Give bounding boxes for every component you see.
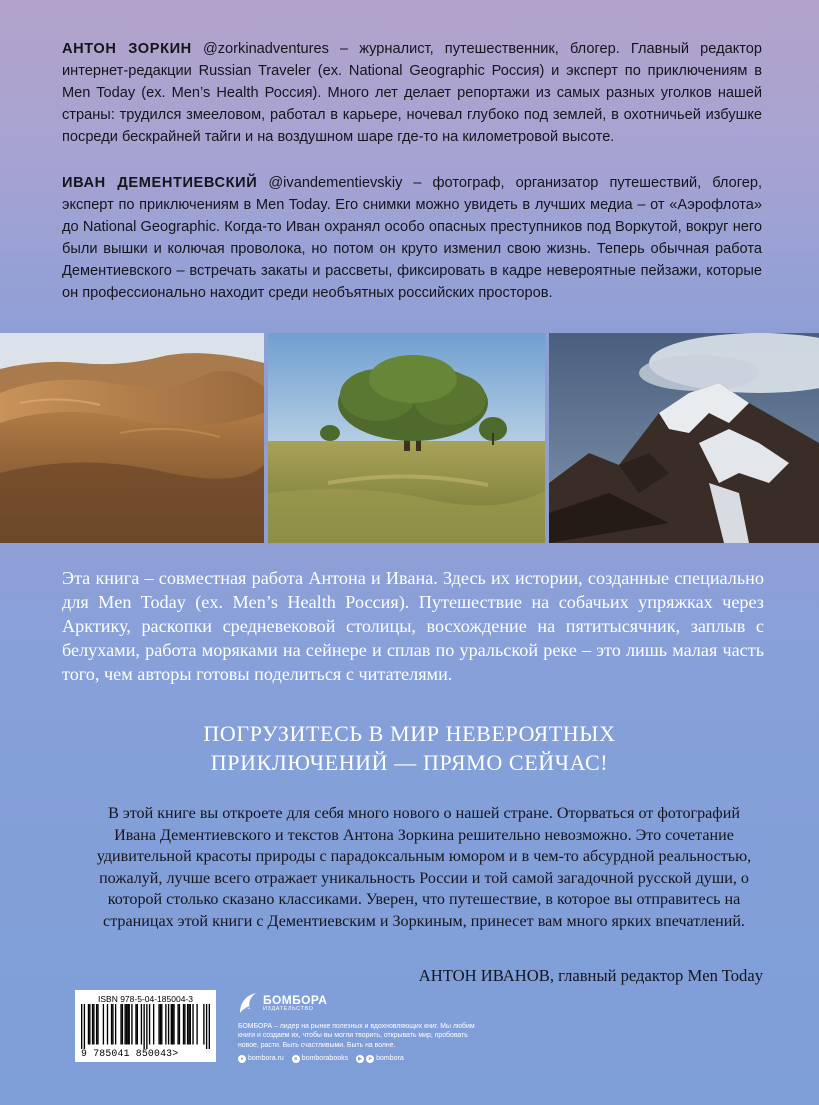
vk-icon: в <box>292 1055 300 1063</box>
author-bio-text: @zorkinadventures – журналист, путешественник, блогер. Главный редактор интернет-редакции Russian Traveler (ex. National Geographic Россия) и эксперт по приключениям в Men Today (ex. Men’s Health Россия). Много лет делает репортажи из самых разных уголков нашей страны: трудился змееловом, работал в карьере, ночевал глубоко под землей, в охотничьей избушке посреди бескрайней тайги и на воздушном шаре где-то на километровой высоте. <box>62 41 762 145</box>
bio-anton-zorkin <box>62 38 762 148</box>
photo-mountain-peak <box>549 333 819 543</box>
youtube-icon: ▶ <box>356 1055 364 1063</box>
bio-ivan-dementievskiy <box>62 172 762 304</box>
headline-line-2: ПРИКЛЮЧЕНИЙ — ПРЯМО СЕЙЧАС! <box>210 750 609 775</box>
review-signature: АНТОН ИВАНОВ, главный редактор Men Today <box>418 966 763 985</box>
social-vk[interactable]: в bomborabooks <box>292 1055 348 1063</box>
isbn-number: ISBN 978-5-04-185004-3 <box>98 994 193 1004</box>
isbn-barcode <box>75 990 216 1062</box>
publisher-logo <box>238 990 488 1016</box>
ean-first-digit: 9 <box>81 1048 88 1059</box>
publisher-tagline: БОМБОРА – лидер на рынке полезных и вдохновляющих книг. Мы любим книги и создаем их, чтобы вы могли творить, открывать мир, пробовать новое, расти. Быть счастливыми. Быть на волне. <box>238 1023 475 1049</box>
ean-end-mark: > <box>172 1048 179 1059</box>
author-name: ИВАН ДЕМЕНТИЕВСКИЙ <box>62 175 258 191</box>
headline-line-1: ПОГРУЗИТЕСЬ В МИР НЕВЕРОЯТНЫХ <box>203 721 616 746</box>
social-website[interactable]: ● bombora.ru <box>238 1055 284 1063</box>
ean-digits <box>81 1049 210 1059</box>
telegram-icon: ➤ <box>368 1055 373 1062</box>
social-telegram[interactable]: ▶ ➤ bombora <box>356 1055 404 1063</box>
author-bio-text: @ivandementievskiy – фотограф, организатор путешествий, блогер, эксперт по приключениям в Men Today. Его снимки можно увидеть в лучших медиа – от «Аэрофлота» до National Geographic. Когда-то Иван охранял особо опасных преступников под Воркутой, вокруг него были вышки и колючая проволока, но потом он круто изменил свою жизнь. Теперь обычная работа Дементиевского – встречать закаты и рассветы, фиксировать в кадре невероятные пейзажи, которые он профессионально находит среди необъятных российских просторов. <box>62 175 763 301</box>
ean-group-2: 850043 <box>135 1048 173 1059</box>
globe-icon: ● <box>238 1055 246 1063</box>
publisher-block <box>238 990 488 1063</box>
publisher-socials <box>238 1055 488 1063</box>
photo-strip <box>0 333 819 543</box>
author-name: АНТОН ЗОРКИН <box>62 41 192 57</box>
photo-steppe-tree <box>268 333 545 543</box>
wave-logo-icon <box>238 991 258 1015</box>
editor-review-text: В этой книге вы откроете для себя много нового о нашей стране. Оторваться от фотографий Ивана Дементиевского и текстов Антона Зоркина решительно невозможно. Это сочетание удивительной красоты природы с парадоксальным юмором и в чем-то абсурдной реальностью, пожалуй, лучше всего отражает уникальность России и той самой загадочной русской души, о которой столько сказано классиками. Уверен, что путешествие, в которое вы отправитесь на страницах этой книги с Дементиевским и Зоркиным, принесет вам много ярких впечатлений. <box>96 805 752 930</box>
photo-desert-dunes <box>0 333 264 543</box>
book-intro-text: Эта книга – совместная работа Антона и Ивана. Здесь их истории, созданные специально для Men Today (ex. Men’s Health Россия). Путешествие на собачьих упряжках через Арктику, раскопки средневековой столицы, восхождение на пятитысячник, заплыв с белухами, работа моряками на сейнере и сплав по уральской реке – это лишь малая часть того, чем авторы готовы поделиться с читателями. <box>62 568 764 684</box>
ean-group-1: 785041 <box>93 1048 130 1059</box>
publisher-subtitle: ИЗДАТЕЛЬСТВО <box>263 1005 314 1012</box>
barcode-bars <box>81 1004 210 1049</box>
call-to-action-headline <box>0 719 819 777</box>
publisher-name: БОМБОРА <box>263 992 328 1007</box>
